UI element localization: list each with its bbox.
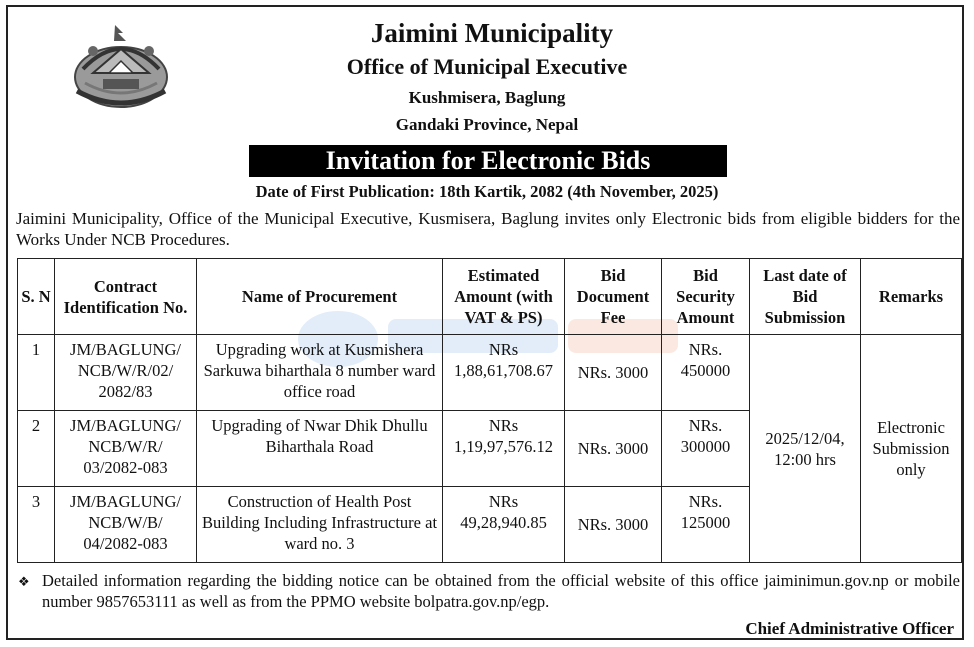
cell-procurement-name: Upgrading of Nwar Dhik Dhullu Biharthala Road xyxy=(197,411,443,487)
cell-estimated-amount: NRs 49,28,940.85 xyxy=(443,487,565,563)
cell-estimated-amount: NRs 1,88,61,708.67 xyxy=(443,335,565,411)
cell-contract-id: JM/BAGLUNG/ NCB/W/R/ 03/2082-083 xyxy=(55,411,197,487)
cell-document-fee: NRs. 3000 xyxy=(565,487,662,563)
address-line-1: Kushmisera, Baglung xyxy=(408,88,566,107)
information-note xyxy=(18,570,960,612)
table-row xyxy=(18,335,962,411)
cell-contract-id: JM/BAGLUNG/ NCB/W/B/ 04/2082-083 xyxy=(55,487,197,563)
bids-table xyxy=(17,258,962,563)
cell-sn: 1 xyxy=(18,335,55,411)
cell-sn: 3 xyxy=(18,487,55,563)
notice-page xyxy=(6,5,964,640)
cell-contract-id: JM/BAGLUNG/ NCB/W/R/02/ 2082/83 xyxy=(55,335,197,411)
signatory-title: Chief Administrative Officer xyxy=(745,619,954,638)
table-header-row xyxy=(18,259,962,335)
municipality-name: Jaimini Municipality xyxy=(370,18,614,48)
header-remarks: Remarks xyxy=(861,259,962,335)
cell-security-amount: NRs. 300000 xyxy=(662,411,750,487)
cell-remarks: Electronic Submission only xyxy=(861,335,962,563)
header-document-fee: Bid Document Fee xyxy=(565,259,662,335)
cell-document-fee: NRs. 3000 xyxy=(565,411,662,487)
header-procurement-name: Name of Procurement xyxy=(197,259,443,335)
cell-sn: 2 xyxy=(18,411,55,487)
header-estimated-amount: Estimated Amount (with VAT & PS) xyxy=(443,259,565,335)
notice-title-banner: Invitation for Electronic Bids xyxy=(249,145,727,177)
cell-estimated-amount: NRs 1,19,97,576.12 xyxy=(443,411,565,487)
publication-date: Date of First Publication: 18th Kartik, 2082 (4th November, 2025) xyxy=(255,182,719,201)
cell-procurement-name: Construction of Health Post Building Including Infrastructure at ward no. 3 xyxy=(197,487,443,563)
note-bullet-icon: ❖ xyxy=(18,574,30,589)
header xyxy=(8,17,966,137)
header-security-amount: Bid Security Amount xyxy=(662,259,750,335)
office-name: Office of Municipal Executive xyxy=(346,54,628,79)
header-last-date: Last date of Bid Submission xyxy=(750,259,861,335)
note-text: Detailed information regarding the bidding notice can be obtained from the official website of this office jaiminimun.gov.np or mobile number 9857653111 as well as from the PPMO website bolpatra.gov.np/egp. xyxy=(42,571,960,611)
header-sn: S. N xyxy=(18,259,55,335)
cell-security-amount: NRs. 450000 xyxy=(662,335,750,411)
intro-paragraph: Jaimini Municipality, Office of the Municipal Executive, Kusmisera, Baglung invites only Electronic bids from eligible bidders for the Works Under NCB Procedures. xyxy=(16,209,960,249)
header-contract-id: Contract Identification No. xyxy=(55,259,197,335)
cell-last-date: 2025/12/04, 12:00 hrs xyxy=(750,335,861,563)
cell-procurement-name: Upgrading work at Kusmishera Sarkuwa biharthala 8 number ward office road xyxy=(197,335,443,411)
cell-document-fee: NRs. 3000 xyxy=(565,335,662,411)
address-line-2: Gandaki Province, Nepal xyxy=(395,115,579,134)
cell-security-amount: NRs. 125000 xyxy=(662,487,750,563)
